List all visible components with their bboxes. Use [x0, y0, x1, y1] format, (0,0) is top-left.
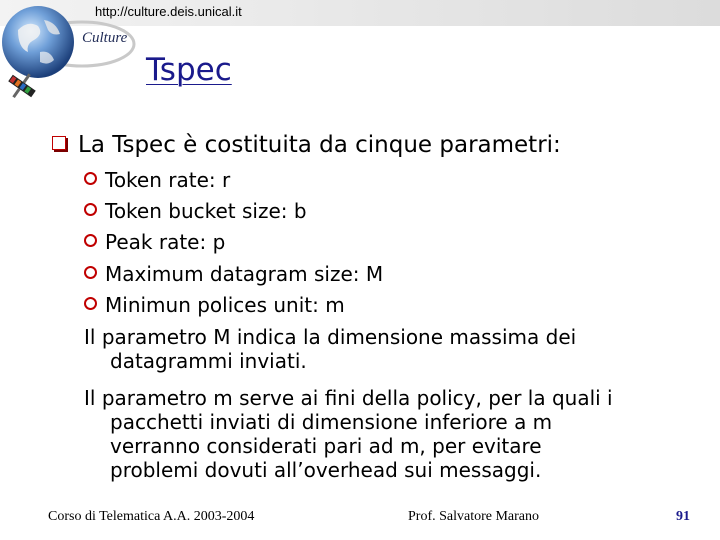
slide-title: Tspec	[146, 52, 232, 88]
sub-bullet	[84, 168, 230, 192]
ring-bullet-icon	[84, 172, 97, 185]
main-bullet-text: La Tspec è costituita da cinque parametri:	[78, 132, 561, 158]
sub-bullet	[84, 262, 383, 286]
paragraph-line: datagrammi inviati.	[110, 349, 307, 373]
paragraph-line: problemi dovuti all’overhead sui messaggi.	[110, 458, 542, 482]
sub-bullet-text: Maximum datagram size: M	[105, 262, 384, 286]
ring-bullet-icon	[84, 297, 97, 310]
culture-logo	[0, 0, 140, 120]
main-bullet	[52, 132, 561, 158]
ring-bullet-icon	[84, 234, 97, 247]
paragraph-line: Il parametro M indica la dimensione massima dei	[84, 325, 577, 349]
footer-page-number: 91	[676, 509, 690, 524]
sub-bullet-text: Token bucket size: b	[105, 199, 307, 223]
sub-bullet	[84, 199, 307, 223]
sub-bullet-text: Peak rate: p	[105, 230, 226, 254]
logo-text: Culture	[82, 30, 128, 46]
header-url: http://culture.deis.unical.it	[95, 4, 242, 19]
sub-bullet-text: Token rate: r	[105, 168, 231, 192]
paragraph-m-upper	[84, 325, 684, 373]
ring-bullet-icon	[84, 203, 97, 216]
square-bullet-icon	[52, 136, 66, 150]
paragraph-line: pacchetti inviati di dimensione inferiore a m	[110, 410, 553, 434]
paragraph-m-lower	[84, 386, 684, 482]
sub-bullet	[84, 230, 225, 254]
globe-satellite-icon	[0, 0, 140, 120]
footer-course: Corso di Telematica A.A. 2003-2004	[48, 509, 255, 524]
footer-author: Prof. Salvatore Marano	[408, 509, 540, 524]
paragraph-line: verranno considerati pari ad m, per evitare	[110, 434, 542, 458]
ring-bullet-icon	[84, 266, 97, 279]
paragraph-line: Il parametro m serve ai fini della policy, per la quali i	[84, 386, 613, 410]
sub-bullet-text: Minimun polices unit: m	[105, 293, 345, 317]
sub-bullet	[84, 293, 345, 317]
